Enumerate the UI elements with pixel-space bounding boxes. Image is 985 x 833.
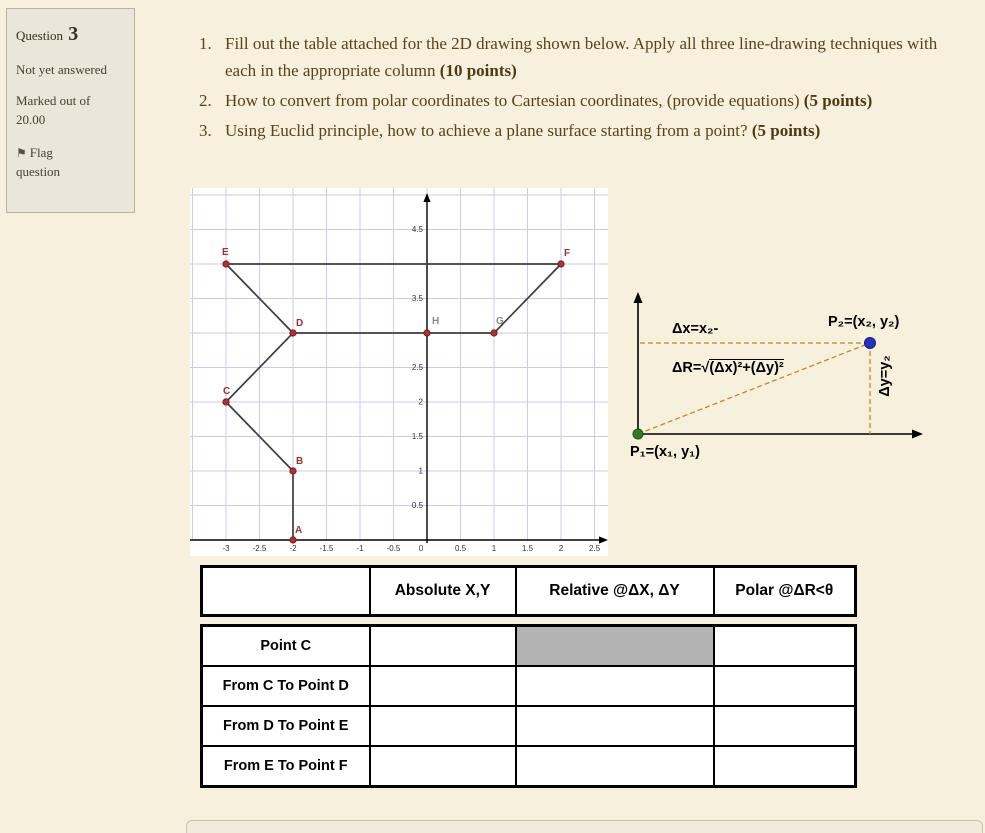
svg-text:2: 2 xyxy=(418,397,423,407)
question-item-text: How to convert from polar coordinates to Cartesian coordinates, (provide equations) (5 points) xyxy=(225,91,873,110)
question-text-block xyxy=(194,30,940,147)
question-item-text: Using Euclid principle, how to achieve a plane surface starting from a point? (5 points) xyxy=(225,121,821,140)
svg-text:0: 0 xyxy=(418,544,424,553)
svg-text:0.5: 0.5 xyxy=(411,501,423,510)
svg-text:-3: -3 xyxy=(222,544,230,553)
axes xyxy=(190,193,608,544)
flag-question-label: Flag question xyxy=(16,144,61,179)
svg-text:-1.5: -1.5 xyxy=(319,544,334,553)
table-cell xyxy=(714,706,856,746)
table-row xyxy=(202,626,856,667)
next-section-edge xyxy=(186,820,983,833)
table-header-cell: Polar @ΔR<θ xyxy=(714,567,856,616)
question-label: Question xyxy=(16,28,63,43)
question-item-number: 1. xyxy=(199,34,212,53)
table-corner-cell xyxy=(202,567,370,616)
table-row xyxy=(202,666,856,706)
svg-text:2.5: 2.5 xyxy=(588,544,601,553)
table-cell xyxy=(370,666,516,706)
graph-point-label-A: A xyxy=(295,525,303,536)
graph-point-label-G: G xyxy=(496,316,504,327)
coordinate-graph-panel xyxy=(190,188,608,556)
question-item-number: 2. xyxy=(199,91,212,110)
table-row-label: From C To Point D xyxy=(202,666,370,706)
question-item xyxy=(194,117,940,144)
graph-point-label-C: C xyxy=(223,386,231,397)
svg-text:-2: -2 xyxy=(289,544,297,553)
question-item-text: Fill out the table attached for the 2D drawing shown below. Apply all three line-drawing techniques with each in the appropriate column (10 points) xyxy=(225,34,938,80)
svg-text:1: 1 xyxy=(418,466,423,476)
table-cell xyxy=(714,746,856,787)
svg-text:1.5: 1.5 xyxy=(521,544,534,553)
question-points: (5 points) xyxy=(751,121,821,140)
p2-label: P₂=(x₂, y₂) xyxy=(828,314,900,330)
question-header xyxy=(16,19,125,49)
svg-text:0.5: 0.5 xyxy=(454,544,467,553)
table-cell-shaded xyxy=(516,626,714,667)
graph-point-D xyxy=(290,330,296,336)
graph-point-C xyxy=(223,399,229,405)
delta-r-dashed-line xyxy=(638,343,870,434)
question-item xyxy=(194,87,940,114)
table-cell xyxy=(370,746,516,787)
question-marks: Marked out of 20.00 xyxy=(16,92,91,127)
answer-table-header xyxy=(200,565,857,617)
table-cell xyxy=(516,746,714,787)
polar-cartesian-diagram xyxy=(628,288,930,480)
graph-point-label-F: F xyxy=(564,248,571,259)
graph-point-B xyxy=(290,468,296,474)
table-cell xyxy=(714,626,856,667)
svg-text:-2.5: -2.5 xyxy=(252,544,267,553)
question-points: (10 points) xyxy=(439,61,517,80)
table-header-row xyxy=(202,567,856,616)
svg-text:1.5: 1.5 xyxy=(411,432,423,441)
table-cell xyxy=(516,666,714,706)
graph-point-label-B: B xyxy=(296,456,304,467)
graph-point-label-E: E xyxy=(222,247,229,258)
p2-point-dot xyxy=(865,338,876,349)
delta-y-label: Δy=y₂ xyxy=(877,355,893,397)
delta-x-label: Δx=x₂- xyxy=(672,321,719,337)
svg-text:1: 1 xyxy=(491,544,497,553)
y-axis-arrowhead xyxy=(634,292,643,303)
graph-point-H xyxy=(424,330,430,336)
question-number: 3 xyxy=(68,23,79,45)
delta-r-radicand: (Δx)²+(Δy)² xyxy=(709,360,784,376)
p1-point-dot xyxy=(633,429,643,439)
p1-label: P₁=(x₁, y₁) xyxy=(630,444,700,460)
table-cell xyxy=(516,706,714,746)
table-row-label: From D To Point E xyxy=(202,706,370,746)
question-item xyxy=(194,30,940,84)
table-cell xyxy=(370,706,516,746)
svg-text:2.5: 2.5 xyxy=(411,363,423,372)
x-axis-arrowhead xyxy=(912,430,923,439)
svg-text:4.5: 4.5 xyxy=(411,225,423,234)
question-status: Not yet answered xyxy=(16,62,107,77)
axis-tick-labels xyxy=(222,225,600,553)
table-cell xyxy=(370,626,516,667)
table-row-label: From E To Point F xyxy=(202,746,370,787)
delta-r-prefix: ΔR=√ xyxy=(672,360,710,376)
question-item-number: 3. xyxy=(199,121,212,140)
svg-text:-0.5: -0.5 xyxy=(386,544,401,553)
table-header-cell: Relative @ΔX, ΔY xyxy=(516,567,714,616)
flag-icon: ⚑ xyxy=(16,145,27,160)
svg-text:-1: -1 xyxy=(356,544,364,553)
graph-point-A xyxy=(290,537,296,543)
table-row xyxy=(202,706,856,746)
graph-point-G xyxy=(491,330,497,336)
svg-text:3.5: 3.5 xyxy=(411,294,423,303)
table-cell xyxy=(714,666,856,706)
answer-table-body xyxy=(200,624,857,788)
question-info-panel xyxy=(6,8,135,213)
graph-point-F xyxy=(558,261,564,267)
table-row xyxy=(202,746,856,787)
table-header-cell: Absolute X,Y xyxy=(370,567,516,616)
coordinate-graph-svg xyxy=(190,188,608,556)
table-row-label: Point C xyxy=(202,626,370,667)
svg-text:2: 2 xyxy=(558,544,564,553)
delta-r-label xyxy=(672,360,784,376)
question-points: (5 points) xyxy=(803,91,873,110)
graph-point-label-H: H xyxy=(432,316,440,327)
grid-lines xyxy=(190,188,608,540)
graph-point-label-D: D xyxy=(296,318,304,329)
graph-point-E xyxy=(223,261,229,267)
answer-table xyxy=(200,565,857,788)
flag-question-link[interactable] xyxy=(16,143,96,182)
